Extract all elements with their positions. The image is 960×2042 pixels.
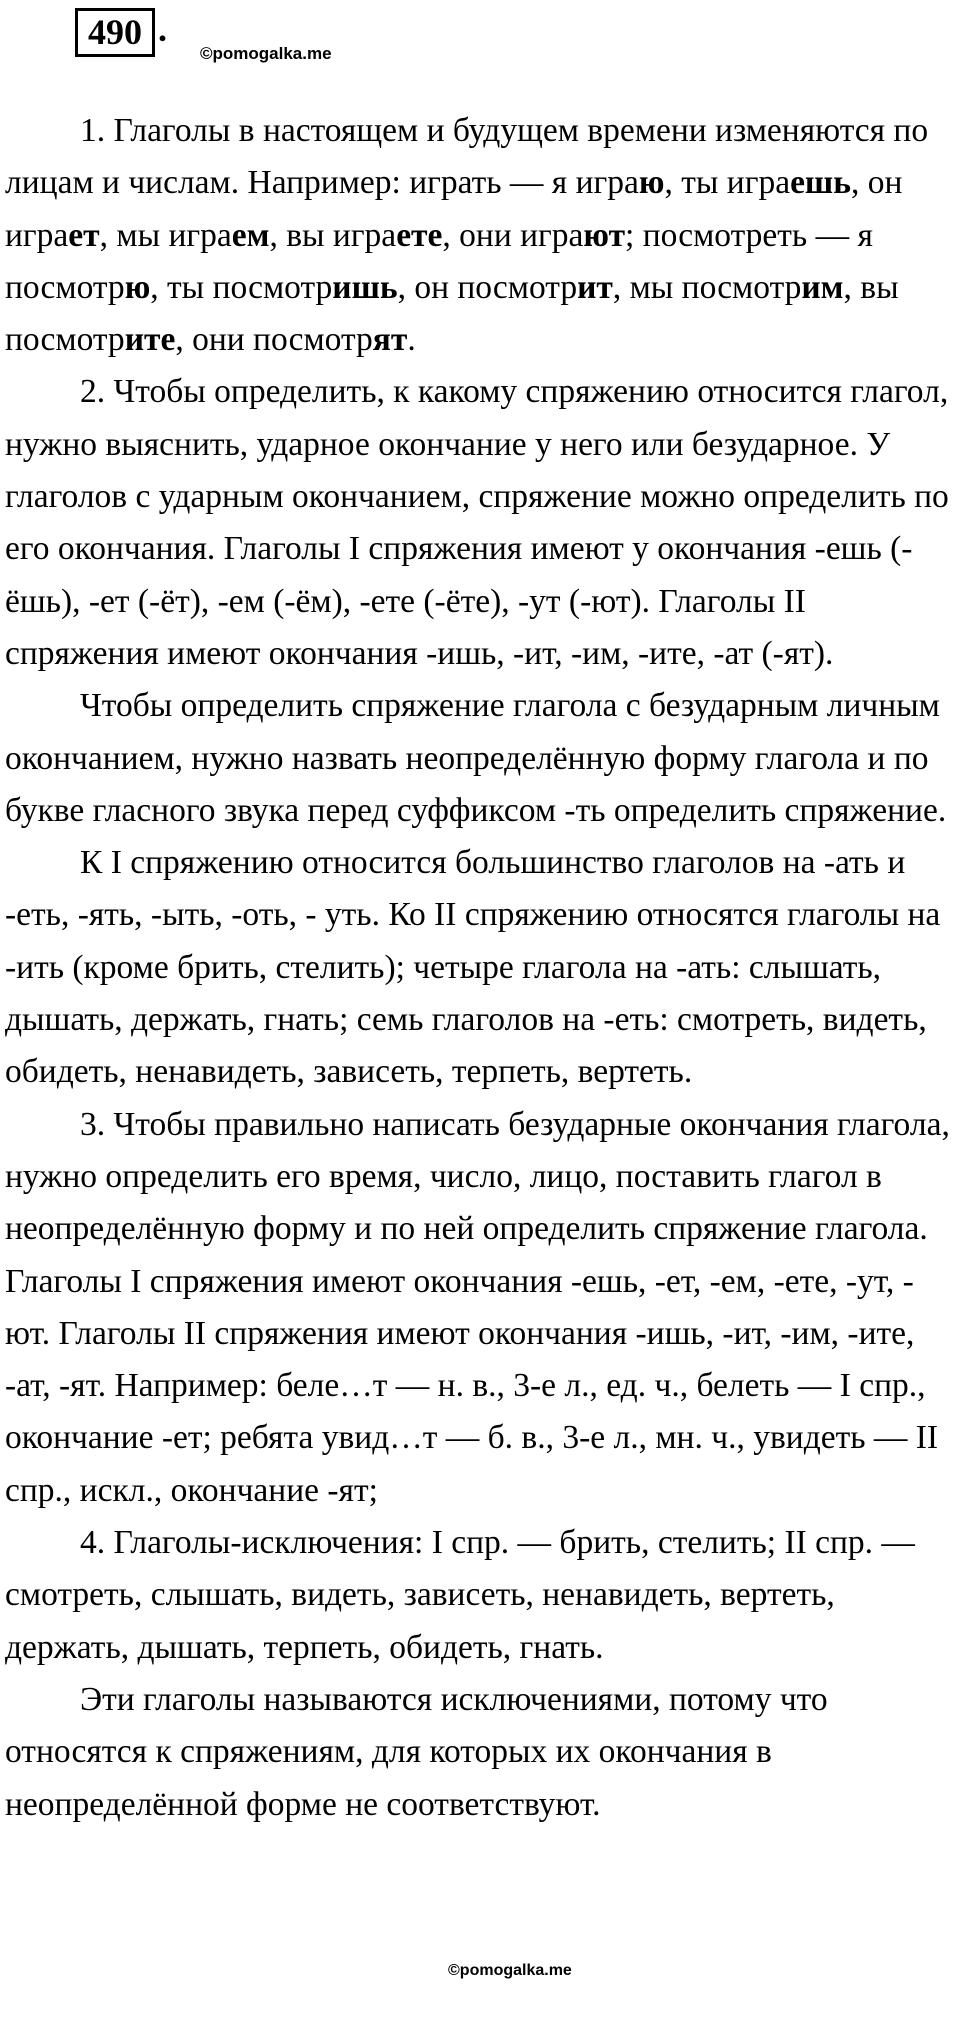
text-run: ; посмотреть — я посмотр: [5, 216, 873, 306]
text-run: , они посмотр: [175, 321, 373, 359]
exercise-number: 490: [75, 8, 155, 57]
paragraph-6: 4. Глаголы-исключения: I спр. — брить, стелить; II спр. — смотреть, слышать, видеть, зависеть, ненавидеть, вертеть, держать, дышать, терпеть, обидеть, гнать.: [5, 1524, 915, 1666]
watermark-bottom: ©pomogalka.me: [448, 1962, 572, 1979]
exercise-number-dot: .: [158, 9, 167, 49]
paragraph-1: [5, 105, 960, 366]
watermark-top: ©pomogalka.me: [200, 44, 332, 63]
text-run: , вы посмотр: [5, 268, 899, 359]
ending: ет: [68, 216, 100, 254]
text-run: 1. Глаголы в настоящем и будущем времени изменяются по лицам и числам. Например: играть — я игра: [5, 112, 929, 202]
ending: ют: [583, 216, 626, 254]
answer-text: [5, 105, 960, 1831]
ending: ите: [124, 321, 176, 359]
text-run: .: [407, 321, 416, 359]
text-run: , вы игра: [269, 216, 397, 254]
text-run: , ты посмотр: [150, 268, 333, 306]
ending: ит: [577, 268, 613, 306]
text-run: , мы игра: [99, 216, 232, 254]
ending: им: [801, 268, 844, 306]
paragraph-5: 3. Чтобы правильно написать безударные окончания глагола, нужно определить его время, число, лицо, поставить глагол в неопределённую форму и по ней определить спряжение глагола. Глаголы I спряжения имеют окончания -ешь, -ет, -ем, -ете, -ут, - ют. Глаголы II спряжения имеют окончания -ишь, -ит, -им, -ите, -ат, -ят. Например: беле…т — н. в., 3-е л., ед. ч., белеть — I спр., окончание -ет; ребята увид…т — б. в., 3-е л., мн. ч., увидеть — II спр., искл., окончание -ят;: [5, 1105, 950, 1509]
text-run: , мы посмотр: [612, 268, 802, 306]
ending: ем: [231, 216, 270, 254]
text-run: , ты игра: [664, 164, 791, 202]
text-run: , он игра: [5, 164, 903, 254]
paragraph-7: Эти глаголы называются исключениями, потому что относятся к спряжениям, для которых их окончания в неопределённой форме не соответствуют.: [5, 1680, 828, 1823]
ending: ю: [638, 164, 665, 202]
text-run: , они игра: [442, 216, 584, 254]
paragraph-4: К I спряжению относится большинство глаголов на -ать и -еть, -ять, -ыть, -оть, - уть. Ко II спряжению относятся глаголы на -ить (кроме брить, стелить); четыре глагола на -ать: слышать, дышать, держать, гнать; семь глаголов на -еть: смотреть, видеть, обидеть, ненавидеть, зависеть, терпеть, вертеть.: [5, 844, 941, 1091]
ending: ят: [372, 321, 408, 359]
text-run: , он посмотр: [397, 268, 578, 306]
ending: ю: [124, 268, 151, 306]
paragraph-2: 2. Чтобы определить, к какому спряжению относится глагол, нужно выяснить, ударное окончание у него или безударное. У глаголов с ударным окончанием, спряжение можно определить по его окончания. Глаголы I спряжения имеют у окончания -ешь (-ёшь), -ет (-ёт), -ем (-ём), -ете (-ёте), -ут (-ют). Глаголы II спряжения имеют окончания -ишь, -ит, -им, -ите, -ат (-ят).: [5, 373, 949, 672]
ending: ишь: [332, 268, 398, 306]
ending: ете: [396, 216, 443, 254]
ending: ешь: [790, 164, 851, 202]
paragraph-3: Чтобы определить спряжение глагола с безударным личным окончанием, нужно назвать неопределённую форму глагола и по букве гласного звука перед суффиксом -ть определить спряжение.: [5, 687, 947, 829]
